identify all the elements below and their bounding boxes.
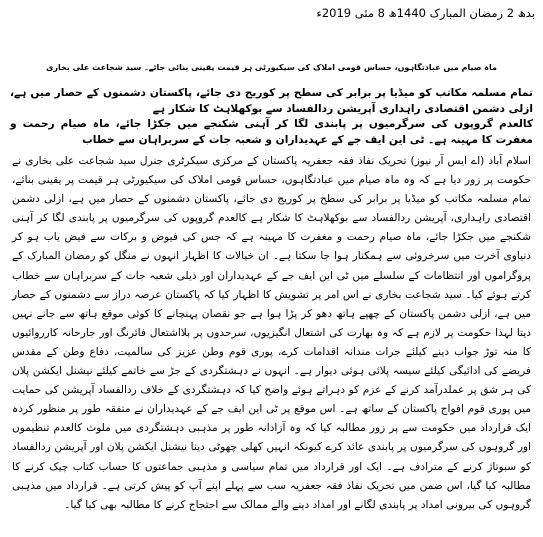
subheading-block [10,86,533,148]
dateline: بدھ 2 رمضان المبارک 1440ھ 8 مئی 2019ء [316,6,535,20]
article-paragraph: اسلام آباد (اے ایس آر نیوز) تحریک نفاذ فقہ جعفریہ پاکستان کے مرکزی سیکرٹری جنرل سید شجاعت علی بخاری نے حکومت پر زور دیا ہے کہ وہ ماہ صیام میں عبادتگاہوں، حساس قومی املاک کی سیکیورٹی ہر قیمت پر یقینی بنائے، تمام مسلمہ مکاتب کو میڈیا پر برابر کی سطح پر کوریج دی جائے، پاکستان دشمنوں کے حصار میں ہے، ازلی دشمن اقتصادی راہداری، آپریشن ردالفساد سے بوکھلاہٹ کا شکار ہے کالعدم گروپوں کی سرگرمیوں پر پابندی لگا کر آہنی شکنجے میں جکڑا جائے، ماہ صیام رحمت و مغفرت کا مہینہ ہے کہ جس کی فیوض و برکات سے فیض یاب ہو کر دنیاوی آخرت میں سرخروئی سے ہمکنار ہوا جا سکتا ہے۔ ان خیالات کا اظہار انہوں نے منگل کو رمضان المبارک کے پروگراموں اور انتظامات کے سلسلے میں ٹی این ایف جے کے عہدیداران اور ذیلی شعبہ جات کے سربراہان سے خطاب کرتے ہوئے کیا۔ سید شجاعت بخاری نے اس امر پر تشویش کا اظہار کیا کہ پاکستان عرصہ دراز سے دشمنوں کے حصار میں ہے، ازلی دشمن پاکستان کے چھپے ہاتھ دھو کر پڑا ہوا ہے جو نقصان پہنچانے کا کوئی موقع ہاتھ سے جانے نہیں دیتا لہذا حکومت پر لازم ہے کہ وہ بھارت کی اشتعال انگیزیوں، سرحدوں پر بلااشتعال فائرنگ اور جارحانہ کارروائیوں کا منہ توڑ جواب دینے کیلئے جرات مندانہ اقدامات کرے، پوری قوم وطن عزیز کی سالمیت، دفاع وطن کے مقدس فریضے کی ادائیگی کیلئے سیسہ پلائی ہوئی دیوار ہے۔ انہوں نے دہشتگردی کے جڑ سے خاتمے کیلئے نیشنل ایکشن پلان کی ہر شق پر عملدرآمد کرنے کے عزم کو دہراتے ہوئے واضح کیا کہ دہشتگردی کے خلاف ردالفساد آپریشن کی حمایت میں پوری قوم افواج پاکستان کے ساتھ ہے۔ اس موقع پر ٹی این ایف جے کے عہدیداران نے متفقہ طور پر منظور کردہ ایک قرارداد میں حکومت سے پر زور مطالبہ کیا کہ وہ آزادانہ طور پر مذہبی دہشتگردی میں ملوث کالعدم تنظیموں اور گروہوں کی سرگرمیوں پر پابندی عائد کرے کیونکہ انہیں کھلی چھوٹی دینا نیشنل ایکشن پلان اور آپریشن ردالفساد کو سبوتاژ کرنے کے مترادف ہے۔ ایک اور قرارداد میں تمام سیاسی و مذہبی جماعتوں کا حساب کتاب چیک کرنے کا مطالبہ کیا گیا، اس ضمن میں تحریک نفاذ فقہ جعفریہ سب سے پہلے اپنے آپ کو پیش کرتی ہے۔ قرارداد میں مذہبی گروہوں کی بیرونی امداد پر پابندی لگانے اور امداد دینے والے ممالک سے احتجاج کرنے کا مطالبہ بھی کیا گیا۔ [12,155,531,511]
subheading-line: تمام مسلمہ مکاتب کو میڈیا پر برابر کی سطح پر کوریج دی جائے، پاکستان دشمنوں کے حصار میں ہے، ازلی دشمن اقتصادی راہداری آپریشن ردالفساد سے بوکھلاہٹ کا شکار ہے [10,87,533,115]
article-body [12,152,531,515]
subheading-line: کالعدم گروپوں کی سرگرمیوں پر پابندی لگا کر آہنی شکنجے میں جکڑا جائے، ماہ صیام رحمت و مغفرت کا مہینہ ہے۔ ٹی این ایف جے کے عہدیداران و شعبہ جات کے سربراہان سے خطاب [10,118,533,146]
headline: ماہ صیام میں عبادتگاہوں، حساس قومی املاک کی سیکیورٹی ہر قیمت یقینی بنائی جائے۔ سید شجاعت علی بخاری [46,63,497,72]
